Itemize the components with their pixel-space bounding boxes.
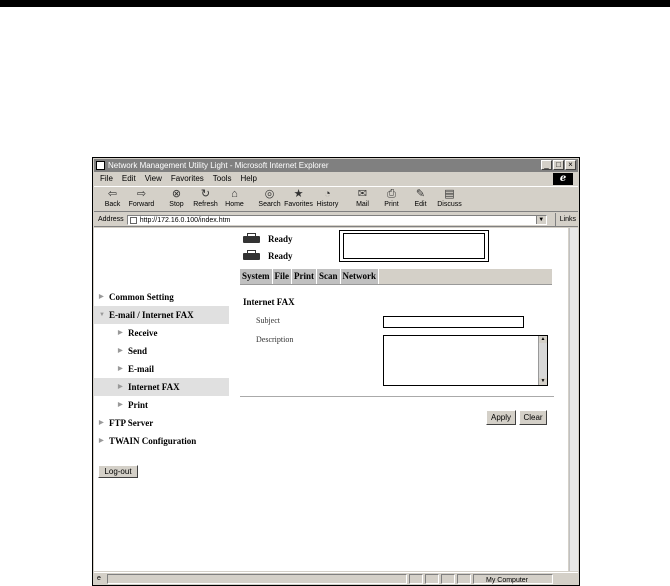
toolbar-stop-button[interactable] xyxy=(162,187,191,211)
sidebar-item-send[interactable] xyxy=(94,342,229,360)
description-label: Description xyxy=(256,335,294,344)
page-icon xyxy=(130,217,137,224)
status-cell xyxy=(457,574,471,584)
menu-tools[interactable]: Tools xyxy=(212,174,232,183)
sidebar-item-internet-fax[interactable] xyxy=(94,378,229,396)
sidebar-item-label: E-mail xyxy=(128,364,154,374)
address-label: Address xyxy=(98,215,124,223)
zone-text: My Computer xyxy=(486,576,529,584)
nav-arrow-icon: ▶ xyxy=(118,330,123,336)
nav-arrow-icon: ▶ xyxy=(118,348,123,354)
clear-button[interactable]: Clear xyxy=(519,410,547,425)
page-content xyxy=(94,228,568,571)
status-bar xyxy=(94,572,578,584)
toolbar-discuss-button[interactable] xyxy=(435,187,464,211)
nav-arrow-icon: ▶ xyxy=(99,420,104,426)
toolbar-label: Edit xyxy=(414,201,427,208)
description-scrollbar[interactable] xyxy=(538,336,547,385)
toolbar-label: Home xyxy=(225,201,244,208)
print-icon: ⎙ xyxy=(387,188,396,200)
ie-page-icon xyxy=(96,161,105,170)
favorites-icon: ★ xyxy=(293,188,304,200)
status-cell xyxy=(441,574,455,584)
window-title: Network Management Utility Light - Microsoft Internet Explorer xyxy=(108,161,329,170)
device-status xyxy=(243,230,293,264)
toolbar-favorites-button[interactable] xyxy=(284,187,313,211)
toolbar-edit-button[interactable] xyxy=(406,187,435,211)
toolbar-mail-button[interactable] xyxy=(348,187,377,211)
status-cell xyxy=(409,574,423,584)
sidebar-item-ftp-server[interactable] xyxy=(94,414,229,432)
sidebar-item-label: Print xyxy=(128,400,148,410)
address-bar xyxy=(94,213,578,227)
tab-scan[interactable]: Scan xyxy=(317,269,341,284)
toolbar-label: Search xyxy=(258,201,281,208)
toolbar-label: Back xyxy=(104,201,121,208)
sidebar-item-e-mail[interactable] xyxy=(94,360,229,378)
toolbar-forward-button[interactable] xyxy=(127,187,156,211)
tab-system[interactable]: System xyxy=(240,269,273,284)
nav-arrow-icon: ▶ xyxy=(99,294,104,300)
browser-window xyxy=(92,157,580,586)
scanner-icon xyxy=(243,250,260,261)
status-message-box xyxy=(339,230,489,262)
toolbar-label: Stop xyxy=(169,201,184,208)
sidebar-item-twain-configuration[interactable] xyxy=(94,432,229,450)
subject-label: Subject xyxy=(256,316,280,325)
stop-icon: ⊗ xyxy=(171,188,182,200)
description-textarea[interactable] xyxy=(383,335,548,386)
sidebar-item-common-setting[interactable] xyxy=(94,288,229,306)
sidebar-item-receive[interactable] xyxy=(94,324,229,342)
toolbar-search-button[interactable] xyxy=(255,187,284,211)
toolbar-back-button[interactable] xyxy=(98,187,127,211)
toolbar-label: Favorites xyxy=(284,201,313,208)
sidebar-item-e-mail-internet-fax[interactable] xyxy=(94,306,229,324)
page-top-rule xyxy=(0,0,670,7)
sidebar-item-label: Receive xyxy=(128,328,158,338)
edit-icon: ✎ xyxy=(415,188,426,200)
sidebar-item-label: E-mail / Internet FAX xyxy=(109,310,194,320)
ie-logo-icon: e xyxy=(553,173,573,185)
tab-print[interactable]: Print xyxy=(292,269,317,284)
nav-arrow-icon: ▶ xyxy=(118,402,123,408)
nav-arrow-icon: ▼ xyxy=(99,312,105,318)
links-button[interactable]: Links xyxy=(555,213,576,227)
sidebar-nav xyxy=(94,288,229,450)
toolbar-label: Mail xyxy=(356,201,369,208)
status-cell xyxy=(425,574,439,584)
form-divider xyxy=(240,396,554,397)
menu-favorites[interactable]: Favorites xyxy=(170,174,204,183)
nav-arrow-icon: ▶ xyxy=(99,438,104,444)
nav-arrow-icon: ▶ xyxy=(118,366,123,372)
sidebar-item-print[interactable] xyxy=(94,396,229,414)
sidebar-item-label: TWAIN Configuration xyxy=(109,436,197,446)
menu-view[interactable]: View xyxy=(144,174,162,183)
tab-network[interactable]: Network xyxy=(341,269,380,284)
zone-cell xyxy=(473,574,553,584)
sidebar-item-label: Internet FAX xyxy=(128,382,180,392)
toolbar-print-button[interactable] xyxy=(377,187,406,211)
toolbar xyxy=(94,186,578,212)
printer-status-text: Ready xyxy=(268,233,293,244)
sidebar-item-label: Common Setting xyxy=(109,292,174,302)
maximize-button[interactable]: □ xyxy=(553,160,564,170)
scanner-status-text: Ready xyxy=(268,250,293,261)
refresh-icon: ↻ xyxy=(200,188,211,200)
address-dropdown-icon[interactable]: ▼ xyxy=(536,216,546,224)
close-button[interactable]: × xyxy=(565,160,576,170)
menu-bar xyxy=(94,173,578,185)
toolbar-history-button[interactable] xyxy=(313,187,342,211)
menu-edit[interactable]: Edit xyxy=(121,174,136,183)
printer-icon xyxy=(243,233,260,244)
history-icon: ◔ xyxy=(324,188,331,200)
toolbar-label: Print xyxy=(384,201,399,208)
discuss-icon: ▤ xyxy=(444,188,455,200)
status-text-cell xyxy=(107,574,407,584)
toolbar-label: Refresh xyxy=(193,201,218,208)
menu-file[interactable]: File xyxy=(100,174,113,183)
tab-bar xyxy=(240,269,552,285)
home-icon: ⌂ xyxy=(231,188,238,200)
window-controls xyxy=(541,160,576,170)
address-input[interactable] xyxy=(127,215,547,225)
scroll-up-icon[interactable]: ▲ xyxy=(540,336,546,342)
done-page-icon: e xyxy=(97,574,101,582)
logout-button[interactable]: Log-out xyxy=(98,465,138,478)
search-icon: ◎ xyxy=(264,188,275,200)
toolbar-refresh-button[interactable] xyxy=(191,187,220,211)
forward-arrow-icon: ⇨ xyxy=(136,188,147,200)
sidebar-item-label: FTP Server xyxy=(109,418,154,428)
back-arrow-icon: ⇦ xyxy=(107,188,118,200)
mail-icon: ✉ xyxy=(357,188,368,200)
toolbar-label: Forward xyxy=(128,201,155,208)
title-bar xyxy=(94,159,578,172)
toolbar-label: Discuss xyxy=(437,201,462,208)
nav-arrow-icon: ▶ xyxy=(118,384,123,390)
minimize-button[interactable]: _ xyxy=(541,160,552,170)
toolbar-label: History xyxy=(316,201,339,208)
address-url: http://172.16.0.100/index.htm xyxy=(139,216,231,224)
subject-input[interactable] xyxy=(383,316,524,328)
toolbar-home-button[interactable] xyxy=(220,187,249,211)
scanner-status-row xyxy=(243,247,293,264)
tab-file[interactable]: File xyxy=(273,269,293,284)
page-scrollbar[interactable] xyxy=(569,228,578,571)
menu-help[interactable]: Help xyxy=(240,174,257,183)
form-title: Internet FAX xyxy=(243,297,295,307)
printer-status-row xyxy=(243,230,293,247)
apply-button[interactable]: Apply xyxy=(486,410,516,425)
sidebar-item-label: Send xyxy=(128,346,148,356)
scroll-down-icon[interactable]: ▼ xyxy=(540,378,546,384)
